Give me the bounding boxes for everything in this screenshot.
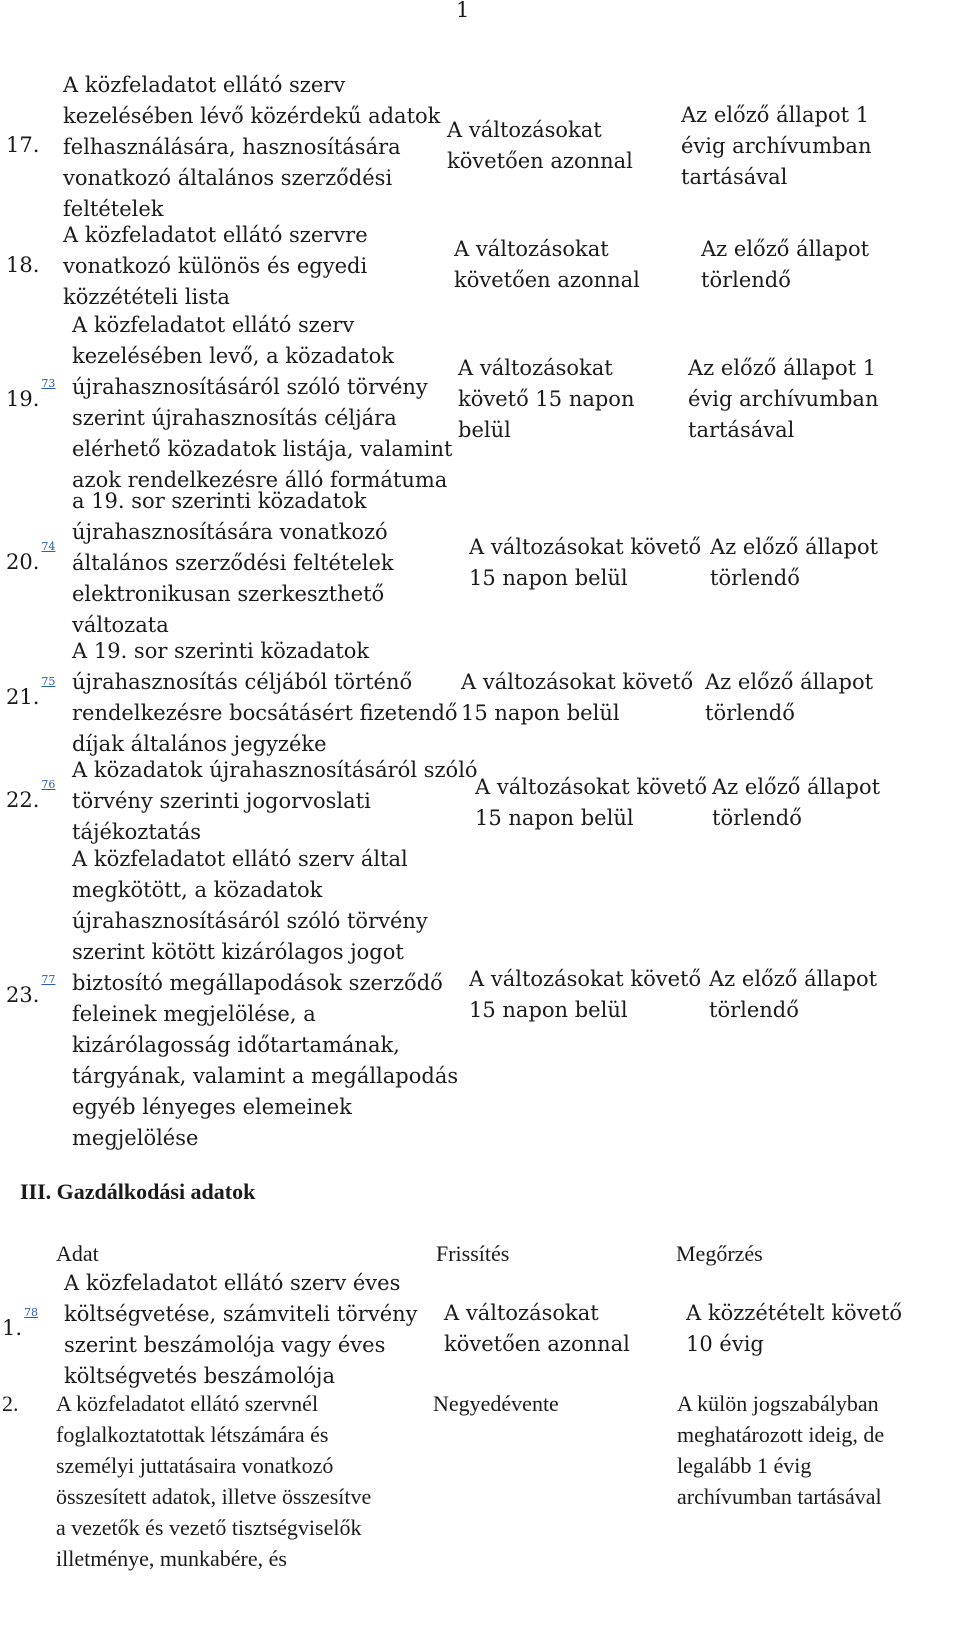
row-number: 22.76 — [6, 778, 56, 812]
row-data-text: A közadatok újrahasznosításáról szóló törvény szerinti jogorvoslati tájékoztatás — [72, 758, 478, 844]
row-data-text: A közfeladatot ellátó szervnél foglalkoztatottak létszámára és személyi juttatásaira vonatkozó összesített adatok, illetve összesítve a vezetők és vezető tisztségviselők illetménye, munkabére, és — [56, 1391, 372, 1571]
row-number: 2. — [2, 1391, 19, 1416]
column-header-update: Frissítés — [436, 1241, 510, 1266]
row-retention-text: Az előző állapot törlendő — [710, 535, 879, 590]
column-header-retention: Megőrzés — [676, 1241, 763, 1266]
row-update-text: A változásokat követő 15 napon belül — [461, 670, 694, 725]
row-data-text: A közfeladatot ellátó szerv kezelésében levő, a közadatok újrahasznosításáról szóló törvény szerint újrahasznosítás céljára elérhető közadatok listája, valamint azok rendelkezésre álló formátuma — [72, 313, 453, 492]
row-update-text: A változásokat követően azonnal — [454, 237, 640, 292]
footnote-link[interactable]: 77 — [41, 973, 56, 986]
row-retention-text: Az előző állapot törlendő — [712, 775, 881, 830]
row-data-text: A közfeladatot ellátó szerv által megkötött, a közadatok újrahasznosításáról szóló törvény szerint kötött kizárólagos jogot biztosító megállapodások szerződő feleinek megjelölése, a kizárólagosság időtartamának, tárgyának, valamint a megállapodás egyéb lényeges elemeinek megjelölése — [72, 847, 459, 1150]
row-retention-text: A külön jogszabályban meghatározott ideig, de legalább 1 évig archívumban tartásával — [677, 1391, 885, 1509]
row-data-text: A közfeladatot ellátó szervre vonatkozó különös és egyedi közzétételi lista — [63, 223, 368, 309]
row-data-text: a 19. sor szerinti közadatok újrahasznosítására vonatkozó általános szerződési feltételek elektronikusan szerkeszthető változata — [72, 489, 394, 637]
row-number: 1.78 — [2, 1306, 39, 1340]
row-update-text: A változásokat követő 15 napon belül — [475, 775, 708, 830]
footnote-link[interactable]: 78 — [24, 1306, 39, 1319]
row-retention-text: Az előző állapot 1 évig archívumban tartásával — [681, 103, 872, 189]
footnote-link[interactable]: 76 — [41, 778, 56, 791]
row-number: 20.74 — [6, 540, 56, 574]
page-number: 1 — [456, 0, 470, 22]
row-number: 18. — [6, 253, 40, 277]
row-number: 21.75 — [6, 675, 56, 709]
row-retention-text: A közzétételt követő 10 évig — [686, 1301, 903, 1356]
footnote-link[interactable]: 73 — [41, 377, 56, 390]
row-number: 17. — [6, 133, 40, 157]
row-data-text: A közfeladatot ellátó szerv éves költségvetése, számviteli törvény szerint beszámolója vagy éves költségvetés beszámolója — [64, 1271, 418, 1388]
row-data-text: A közfeladatot ellátó szerv kezelésében lévő közérdekű adatok felhasználására, hasznosítására vonatkozó általános szerződési feltételek — [63, 73, 441, 221]
row-data-text: A 19. sor szerinti közadatok újrahasznosítás céljából történő rendelkezésre bocsátásért fizetendő díjak általános jegyzéke — [72, 639, 458, 756]
column-header-data: Adat — [56, 1241, 99, 1266]
row-number: 23.77 — [6, 973, 56, 1007]
row-retention-text: Az előző állapot törlendő — [705, 670, 874, 725]
row-update-text: Negyedévente — [433, 1391, 559, 1416]
row-update-text: A változásokat követő 15 napon belül — [469, 535, 702, 590]
section-title: III. Gazdálkodási adatok — [20, 1179, 256, 1204]
footnote-link[interactable]: 74 — [41, 540, 56, 553]
row-update-text: A változásokat követően azonnal — [444, 1301, 630, 1356]
row-retention-text: Az előző állapot törlendő — [701, 237, 870, 292]
row-update-text: A változásokat követő 15 napon belül — [458, 356, 635, 442]
footnote-link[interactable]: 75 — [41, 675, 56, 688]
row-retention-text: Az előző állapot 1 évig archívumban tartásával — [688, 356, 879, 442]
row-update-text: A változásokat követően azonnal — [447, 118, 633, 173]
row-number: 19.73 — [6, 377, 56, 411]
row-retention-text: Az előző állapot törlendő — [709, 967, 878, 1022]
row-update-text: A változásokat követő 15 napon belül — [469, 967, 702, 1022]
